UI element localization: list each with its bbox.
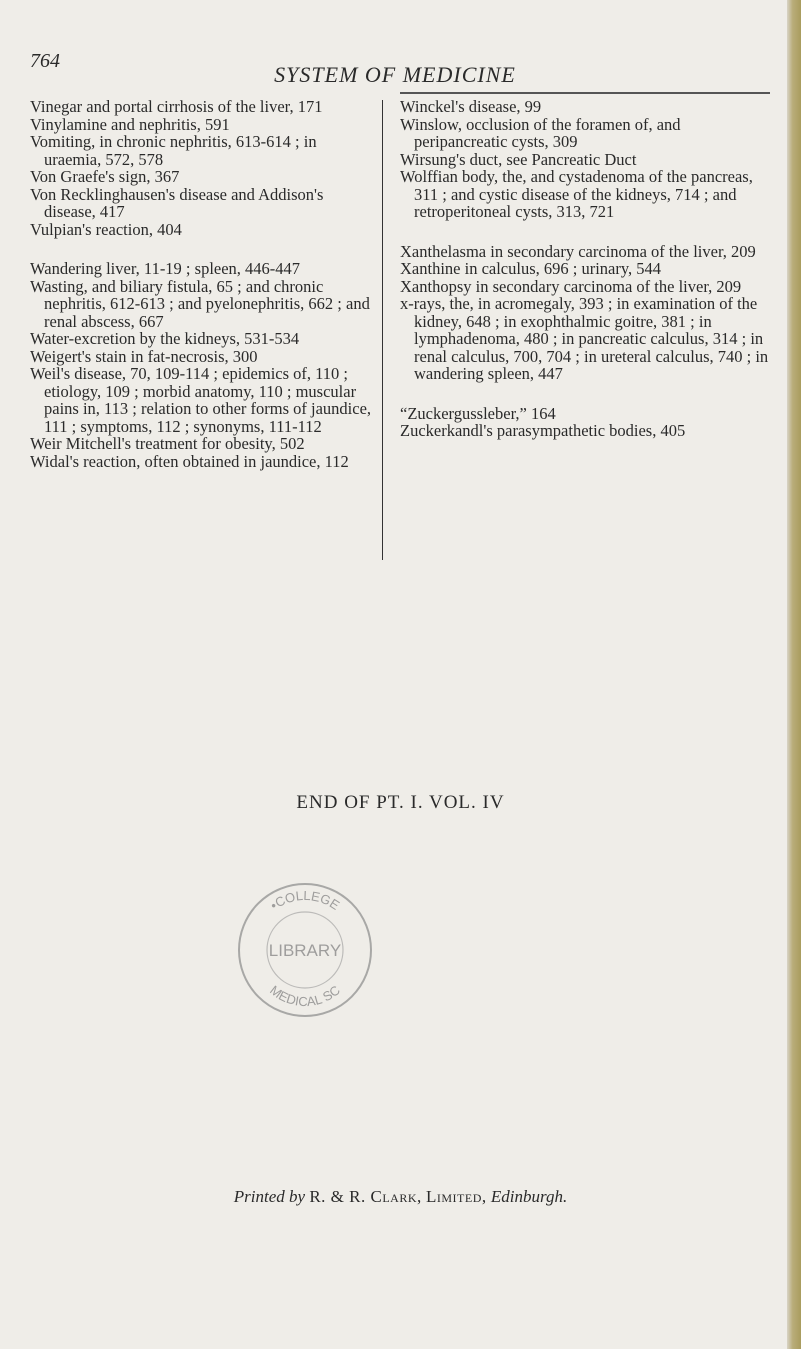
index-entry: Von Graefe's sign, 367 — [30, 167, 180, 186]
index-entry: Vinylamine and nephritis, 591 — [30, 114, 230, 134]
index-entry: Widal's reaction, often obtained in jaundice, 112 — [30, 451, 349, 471]
index-entry: Winslow, occlusion of the foramen of, and peripancreatic cysts, 309 — [400, 114, 681, 151]
left-column — [30, 98, 376, 492]
running-title: SYSTEM OF MEDICINE — [274, 62, 516, 87]
stamp-top-text: •COLLEGE — [267, 887, 343, 913]
header-rule — [400, 92, 770, 94]
index-entry: Zuckerkandl's parasympathetic bodies, 405 — [400, 421, 686, 440]
index-entry: x-rays, the, in acromegaly, 393 ; in examination of the kidney, 648 ; in exophthalmic goitre, 381 ; in lymphadenoma, 480 ; in pancreatic calculus, 314 ; in renal calculus, 700, 704 ; in ureteral calculus, 740 ; in wandering spleen, 447 — [400, 294, 769, 383]
page-number: 764 — [30, 50, 60, 72]
index-group-w-cont — [400, 98, 770, 221]
index-entry: Vinegar and portal cirrhosis of the liver, 171 — [30, 97, 323, 116]
right-column — [400, 98, 770, 462]
imprint-city: Edinburgh. — [490, 1187, 568, 1206]
index-entry: Water-excretion by the kidneys, 531-534 — [30, 329, 300, 348]
index-entry: Weigert's stain in fat-necrosis, 300 — [30, 346, 258, 366]
index-entry: Weir Mitchell's treatment for obesity, 502 — [30, 434, 305, 453]
index-group-x — [400, 243, 770, 383]
svg-text:•COLLEGE — [267, 888, 342, 913]
imprint-printed-by: Printed by — [233, 1187, 306, 1206]
page-edge — [787, 0, 801, 1349]
library-stamp — [225, 870, 385, 1030]
index-group-v — [30, 98, 376, 238]
index-entry: Wandering liver, 11-19 ; spleen, 446-447 — [30, 259, 301, 278]
imprint-printer: R. & R. Clark, — [309, 1187, 422, 1206]
index-entry: Wirsung's duct, see Pancreatic Duct — [400, 149, 637, 169]
printer-imprint — [0, 1187, 801, 1207]
index-group-z — [400, 405, 770, 440]
index-entry: Vulpian's reaction, 404 — [30, 219, 182, 239]
index-entry: Von Recklinghausen's disease and Addison's disease, 417 — [30, 184, 324, 221]
imprint-company: Limited, — [425, 1187, 487, 1206]
index-entry: Wolffian body, the, and cystadenoma of the pancreas, 311 ; and cystic disease of the kidneys, 714 ; and retroperitoneal cysts, 313, 721 — [400, 167, 753, 221]
index-group-w — [30, 260, 376, 470]
index-entry: Xanthine in calculus, 696 ; urinary, 544 — [400, 259, 662, 278]
stamp-bottom-text: MEDICAL SC — [267, 982, 343, 1010]
index-entry: Weil's disease, 70, 109-114 ; epidemics of, 110 ; etiology, 109 ; morbid anatomy, 110 ; muscular pains in, 113 ; relation to other forms of jaundice, 111 ; symptoms, 112 ; synonyms, 111-112 — [30, 364, 372, 436]
svg-text:MEDICAL SC — [267, 982, 343, 1009]
index-entry: “Zuckergussleber,” 164 — [400, 403, 556, 423]
index-entry: Winckel's disease, 99 — [400, 97, 542, 116]
index-entry: Wasting, and biliary fistula, 65 ; and chronic nephritis, 612-613 ; and pyelonephritis, 662 ; and renal abscess, 667 — [30, 276, 370, 331]
stamp-center-text: LIBRARY — [268, 941, 342, 960]
end-of-volume-note: END OF PT. I. VOL. IV — [296, 792, 505, 813]
index-entry: Vomiting, in chronic nephritis, 613-614 ; in uraemia, 572, 578 — [30, 132, 317, 169]
column-divider — [382, 100, 383, 560]
index-entry: Xanthopsy in secondary carcinoma of the liver, 209 — [400, 276, 742, 296]
index-entry: Xanthelasma in secondary carcinoma of the liver, 209 — [400, 241, 756, 261]
